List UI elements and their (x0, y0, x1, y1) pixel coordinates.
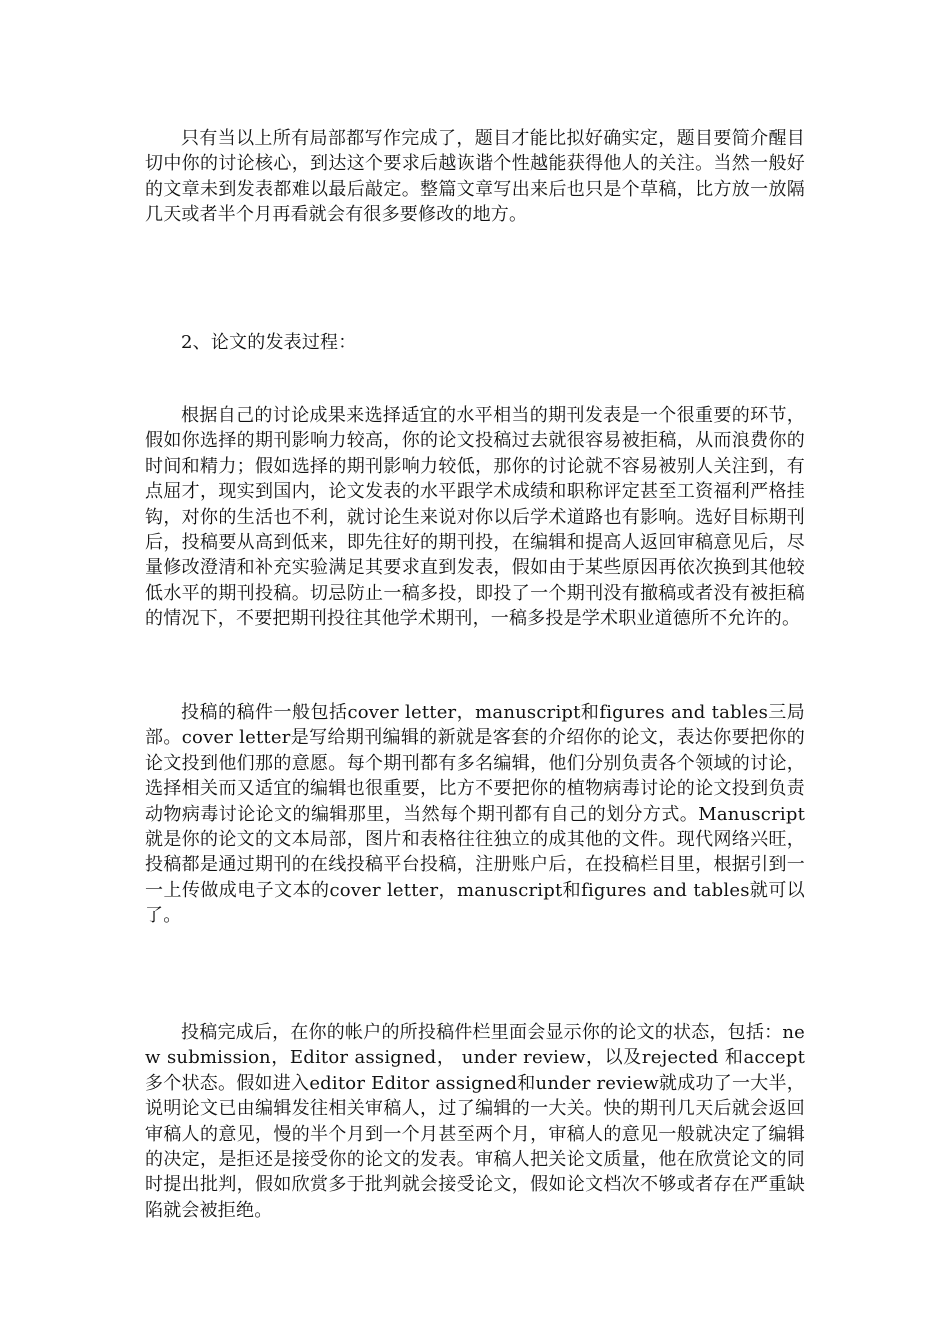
paragraph-title-finalization: 只有当以上所有局部都写作完成了，题目才能比拟好确实定，题目要简介醒目切中你的讨论核心，到达这个要求后越诙谐个性越能获得他人的关注。当然一般好的文章未到发表都难以最后敲定。整篇文章写出来后也只是个草稿，比方放一放隔几天或者半个月再看就会有很多要修改的地方。 (145, 128, 805, 226)
paragraph-review-status: 投稿完成后，在你的帐户的所投稿件栏里面会显示你的论文的状态，包括：new submission，Editor assigned， under review，以及rejected 和accept 多个状态。假如进入editor Editor assigned和under review就成功了一大半，说明论文已由编辑发往相关审稿人，过了编辑的一大关。快的期刊几天后就会返回审稿人的意见，慢的半个月到一个月甚至两个月，审稿人的意见一般就决定了编辑的决定，是拒还是接受你的论文的发表。审稿人把关论文质量，他在欣赏论文的同时提出批判，假如欣赏多于批判就会接受论文，假如论文档次不够或者存在严重缺陷就会被拒绝。 (145, 1022, 805, 1221)
paragraph-journal-selection: 根据自己的讨论成果来选择适宜的水平相当的期刊发表是一个很重要的环节，假如你选择的期刊影响力较高，你的论文投稿过去就很容易被拒稿，从而浪费你的时间和精力；假如选择的期刊影响力较低，那你的讨论就不容易被别人关注到，有点屈才，现实到国内，论文发表的水平跟学术成绩和职称评定甚至工资福利严格挂钩，对你的生活也不利，就讨论生来说对你以后学术道路也有影响。选好目标期刊后，投稿要从高到低来，即先往好的期刊投，在编辑和提高人返回审稿意见后，尽量修改澄清和补充实验满足其要求直到发表，假如由于某些原因再依次换到其他较低水平的期刊投稿。切忌防止一稿多投，即投了一个期刊没有撤稿或者没有被拒稿的情况下，不要把期刊投往其他学术期刊，一稿多投是学术职业道德所不允许的。 (145, 405, 805, 630)
section-heading: 2、论文的发表过程： (181, 332, 357, 353)
paragraph-submission-materials: 投稿的稿件一般包括cover letter，manuscript和figures and tables三局部。cover letter是写给期刊编辑的新就是客套的介绍你的论文，表达你要把你的论文投到他们那的意愿。每个期刊都有多名编辑，他们分别负责各个领域的讨论，选择相关而又适宜的编辑也很重要，比方不要把你的植物病毒讨论的论文投到负责动物病毒讨论论文的编辑那里，当然每个期刊都有自己的划分方式。Manuscript就是你的论文的文本局部，图片和表格往往独立的成其他的文件。现代网络兴旺，投稿都是通过期刊的在线投稿平台投稿，注册账户后，在投稿栏目里，根据引到一一上传做成电子文本的cover letter，manuscript和figures and tables就可以了。 (145, 702, 805, 927)
